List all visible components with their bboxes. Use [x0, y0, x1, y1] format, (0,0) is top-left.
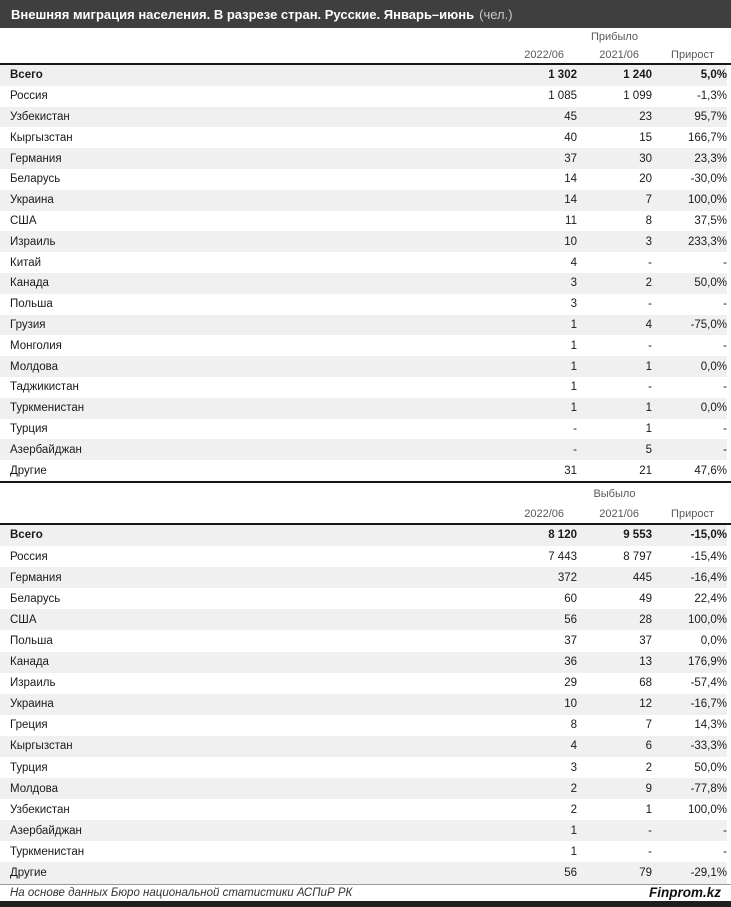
- country-label: Греция: [10, 719, 48, 732]
- table-row: [0, 567, 727, 588]
- growth-value: -15,4%: [690, 550, 727, 563]
- value-2021: 8 797: [623, 550, 652, 563]
- growth-value: -: [723, 824, 727, 837]
- value-2022: 1: [570, 402, 577, 415]
- value-2022: 1: [570, 318, 577, 331]
- table-row: [0, 335, 727, 356]
- table-row: [0, 86, 727, 107]
- column-header-2022: 2022/06: [524, 48, 564, 61]
- page-title: Внешняя миграция населения. В разрезе стран. Русские. Январь–июнь: [11, 6, 475, 22]
- growth-value: -: [723, 443, 727, 456]
- growth-value: -: [723, 256, 727, 269]
- growth-value: -: [723, 422, 727, 435]
- country-label: Другие: [10, 866, 47, 879]
- country-label: Грузия: [10, 318, 46, 331]
- table-row: [0, 231, 727, 252]
- country-label: Канада: [10, 656, 49, 669]
- growth-value: -33,3%: [690, 740, 727, 753]
- value-2021: -: [648, 824, 652, 837]
- value-2021: 5: [645, 443, 652, 456]
- table-row: [0, 315, 727, 336]
- country-label: Украина: [10, 194, 54, 207]
- country-label: Туркменистан: [10, 402, 85, 415]
- table-row: [0, 169, 727, 190]
- value-2022: 60: [564, 592, 577, 605]
- country-label: США: [10, 214, 37, 227]
- value-2022: 40: [564, 131, 577, 144]
- value-2022: -: [573, 443, 577, 456]
- value-2022: 1 085: [548, 90, 577, 103]
- value-2021: 13: [639, 656, 652, 669]
- growth-value: 233,3%: [687, 235, 727, 248]
- table-row: [0, 398, 727, 419]
- title-unit-label: (чел.): [479, 6, 513, 22]
- growth-value: 47,6%: [694, 464, 727, 477]
- value-2021: 1: [645, 360, 652, 373]
- growth-value: 0,0%: [700, 360, 727, 373]
- growth-value: -75,0%: [690, 318, 727, 331]
- country-label: Израиль: [10, 235, 56, 248]
- growth-value: -29,1%: [690, 866, 727, 879]
- column-header-2021: 2021/06: [599, 48, 639, 61]
- country-label: Турция: [10, 422, 48, 435]
- growth-value: 100,0%: [687, 613, 727, 626]
- value-2021: 1 099: [623, 90, 652, 103]
- value-2021: -: [648, 298, 652, 311]
- growth-value: 100,0%: [687, 194, 727, 207]
- country-label: Беларусь: [10, 173, 61, 186]
- table-row: [0, 799, 727, 820]
- value-2021: 21: [639, 464, 652, 477]
- arrivals-table: [0, 28, 731, 483]
- growth-value: 0,0%: [700, 402, 727, 415]
- value-2021: 20: [639, 173, 652, 186]
- table-row: [0, 652, 727, 673]
- table-row: [0, 211, 727, 232]
- value-2021: 4: [645, 318, 652, 331]
- value-2022: 4: [570, 740, 577, 753]
- value-2022: 10: [564, 698, 577, 711]
- growth-value: 5,0%: [700, 69, 727, 82]
- table-row: [0, 736, 727, 757]
- country-label: Израиль: [10, 677, 56, 690]
- country-label: Другие: [10, 464, 47, 477]
- value-2021: 28: [639, 613, 652, 626]
- value-2022: 29: [564, 677, 577, 690]
- value-2022: 3: [570, 761, 577, 774]
- country-label: Беларусь: [10, 592, 61, 605]
- value-2022: 4: [570, 256, 577, 269]
- value-2021: 49: [639, 592, 652, 605]
- country-label: Кыргызстан: [10, 740, 73, 753]
- country-label: Украина: [10, 698, 54, 711]
- table-row: [0, 377, 727, 398]
- growth-value: 95,7%: [694, 110, 727, 123]
- country-label: Узбекистан: [10, 110, 70, 123]
- table-row: [0, 820, 727, 841]
- value-2022: 10: [564, 235, 577, 248]
- column-header-2022: 2022/06: [524, 508, 564, 521]
- value-2022: 372: [557, 571, 577, 584]
- value-2022: 14: [564, 194, 577, 207]
- value-2021: 9 553: [623, 529, 652, 542]
- value-2021: 7: [645, 194, 652, 207]
- country-label: Турция: [10, 761, 48, 774]
- country-label: Германия: [10, 571, 62, 584]
- value-2022: 1: [570, 381, 577, 394]
- growth-value: -16,4%: [690, 571, 727, 584]
- table-row: [0, 694, 727, 715]
- value-2021: 1: [645, 402, 652, 415]
- departures-table-header: [0, 483, 731, 523]
- table-row: [0, 65, 727, 86]
- brand-logo[interactable]: Finprom.kz: [648, 885, 721, 901]
- country-label: Молдова: [10, 782, 59, 795]
- country-label: Канада: [10, 277, 49, 290]
- value-2021: 2: [645, 761, 652, 774]
- value-2021: 1 240: [623, 69, 652, 82]
- value-2021: 2: [645, 277, 652, 290]
- country-label: Таджикистан: [10, 381, 79, 394]
- column-header-2021: 2021/06: [599, 508, 639, 521]
- table-row: [0, 778, 727, 799]
- value-2022: 1: [570, 339, 577, 352]
- growth-value: 0,0%: [700, 634, 727, 647]
- table-row: [0, 127, 727, 148]
- footer: [0, 884, 731, 901]
- country-label: Польша: [10, 634, 53, 647]
- growth-value: 100,0%: [687, 803, 727, 816]
- country-label: Германия: [10, 152, 62, 165]
- growth-value: -: [723, 381, 727, 394]
- table-row: [0, 862, 727, 883]
- country-label: Китай: [10, 256, 42, 269]
- value-2022: 36: [564, 656, 577, 669]
- column-header-growth: Прирост: [671, 48, 714, 61]
- growth-value: -30,0%: [690, 173, 727, 186]
- growth-value: -: [723, 845, 727, 858]
- value-2021: -: [648, 845, 652, 858]
- growth-value: 37,5%: [694, 214, 727, 227]
- value-2022: 37: [564, 152, 577, 165]
- group-label-departed: Выбыло: [593, 488, 636, 501]
- growth-value: -1,3%: [696, 90, 727, 103]
- departures-table: [0, 483, 731, 884]
- value-2021: 9: [645, 782, 652, 795]
- column-header-growth: Прирост: [671, 508, 714, 521]
- growth-value: 14,3%: [694, 719, 727, 732]
- table-row: [0, 294, 727, 315]
- value-2022: -: [573, 422, 577, 435]
- value-2021: 79: [639, 866, 652, 879]
- arrivals-table-header: [0, 28, 731, 63]
- value-2021: 12: [639, 698, 652, 711]
- table-row: [0, 252, 727, 273]
- value-2021: 23: [639, 110, 652, 123]
- country-label: Всего: [10, 529, 43, 542]
- value-2022: 11: [565, 214, 577, 227]
- table-row: [0, 609, 727, 630]
- growth-value: 23,3%: [694, 152, 727, 165]
- value-2022: 1: [570, 360, 577, 373]
- table-row: [0, 190, 727, 211]
- growth-value: -: [723, 339, 727, 352]
- growth-value: -15,0%: [690, 529, 727, 542]
- table-row: [0, 630, 727, 651]
- value-2021: 15: [639, 131, 652, 144]
- value-2021: 68: [639, 677, 652, 690]
- table-row: [0, 841, 727, 862]
- value-2021: 6: [645, 740, 652, 753]
- country-label: Молдова: [10, 360, 59, 373]
- growth-value: 50,0%: [694, 761, 727, 774]
- title-bar: [0, 0, 731, 28]
- value-2022: 2: [570, 803, 577, 816]
- value-2022: 8 120: [548, 529, 577, 542]
- growth-value: 166,7%: [687, 131, 727, 144]
- country-label: Туркменистан: [10, 845, 85, 858]
- value-2022: 31: [564, 464, 577, 477]
- value-2021: -: [648, 381, 652, 394]
- table-row: [0, 460, 727, 481]
- table-row: [0, 588, 727, 609]
- country-label: Кыргызстан: [10, 131, 73, 144]
- table-body: [0, 523, 731, 884]
- growth-value: 22,4%: [694, 592, 727, 605]
- value-2022: 45: [564, 110, 577, 123]
- country-label: Россия: [10, 550, 48, 563]
- table-row: [0, 107, 727, 128]
- country-label: Польша: [10, 298, 53, 311]
- value-2021: 445: [632, 571, 652, 584]
- growth-value: -57,4%: [690, 677, 727, 690]
- country-label: Азербайджан: [10, 443, 82, 456]
- value-2021: 7: [645, 719, 652, 732]
- group-label-arrived: Прибыло: [590, 31, 639, 43]
- table-body: [0, 63, 731, 481]
- table-row: [0, 757, 727, 778]
- value-2022: 56: [564, 866, 577, 879]
- table-row: [0, 419, 727, 440]
- value-2021: -: [648, 256, 652, 269]
- value-2021: 8: [645, 214, 652, 227]
- value-2021: -: [648, 339, 652, 352]
- value-2021: 30: [639, 152, 652, 165]
- table-row: [0, 356, 727, 377]
- country-label: США: [10, 613, 37, 626]
- country-label: Узбекистан: [10, 803, 70, 816]
- value-2021: 3: [645, 235, 652, 248]
- country-label: Монголия: [10, 339, 62, 352]
- table-row: [0, 715, 727, 736]
- value-2021: 1: [645, 422, 652, 435]
- value-2022: 3: [570, 277, 577, 290]
- value-2022: 1 302: [548, 69, 577, 82]
- table-row: [0, 273, 727, 294]
- value-2022: 1: [570, 824, 577, 837]
- value-2022: 56: [564, 613, 577, 626]
- value-2022: 14: [564, 173, 577, 186]
- growth-value: -16,7%: [690, 698, 727, 711]
- table-row: [0, 525, 727, 546]
- table-row: [0, 673, 727, 694]
- table-row: [0, 439, 727, 460]
- bottom-bar: [0, 901, 731, 907]
- country-label: Россия: [10, 90, 48, 103]
- value-2022: 8: [570, 719, 577, 732]
- value-2022: 1: [570, 845, 577, 858]
- growth-value: -: [723, 298, 727, 311]
- country-label: Азербайджан: [10, 824, 82, 837]
- table-row: [0, 148, 727, 169]
- growth-value: 50,0%: [694, 277, 727, 290]
- value-2022: 37: [564, 634, 577, 647]
- table-row: [0, 546, 727, 567]
- growth-value: -77,8%: [690, 782, 727, 795]
- country-label: Всего: [10, 69, 43, 82]
- value-2022: 2: [570, 782, 577, 795]
- value-2021: 1: [645, 803, 652, 816]
- value-2021: 37: [639, 634, 652, 647]
- value-2022: 7 443: [548, 550, 577, 563]
- growth-value: 176,9%: [687, 656, 727, 669]
- source-note: На основе данных Бюро национальной статистики АСПиР РК: [10, 886, 353, 899]
- value-2022: 3: [570, 298, 577, 311]
